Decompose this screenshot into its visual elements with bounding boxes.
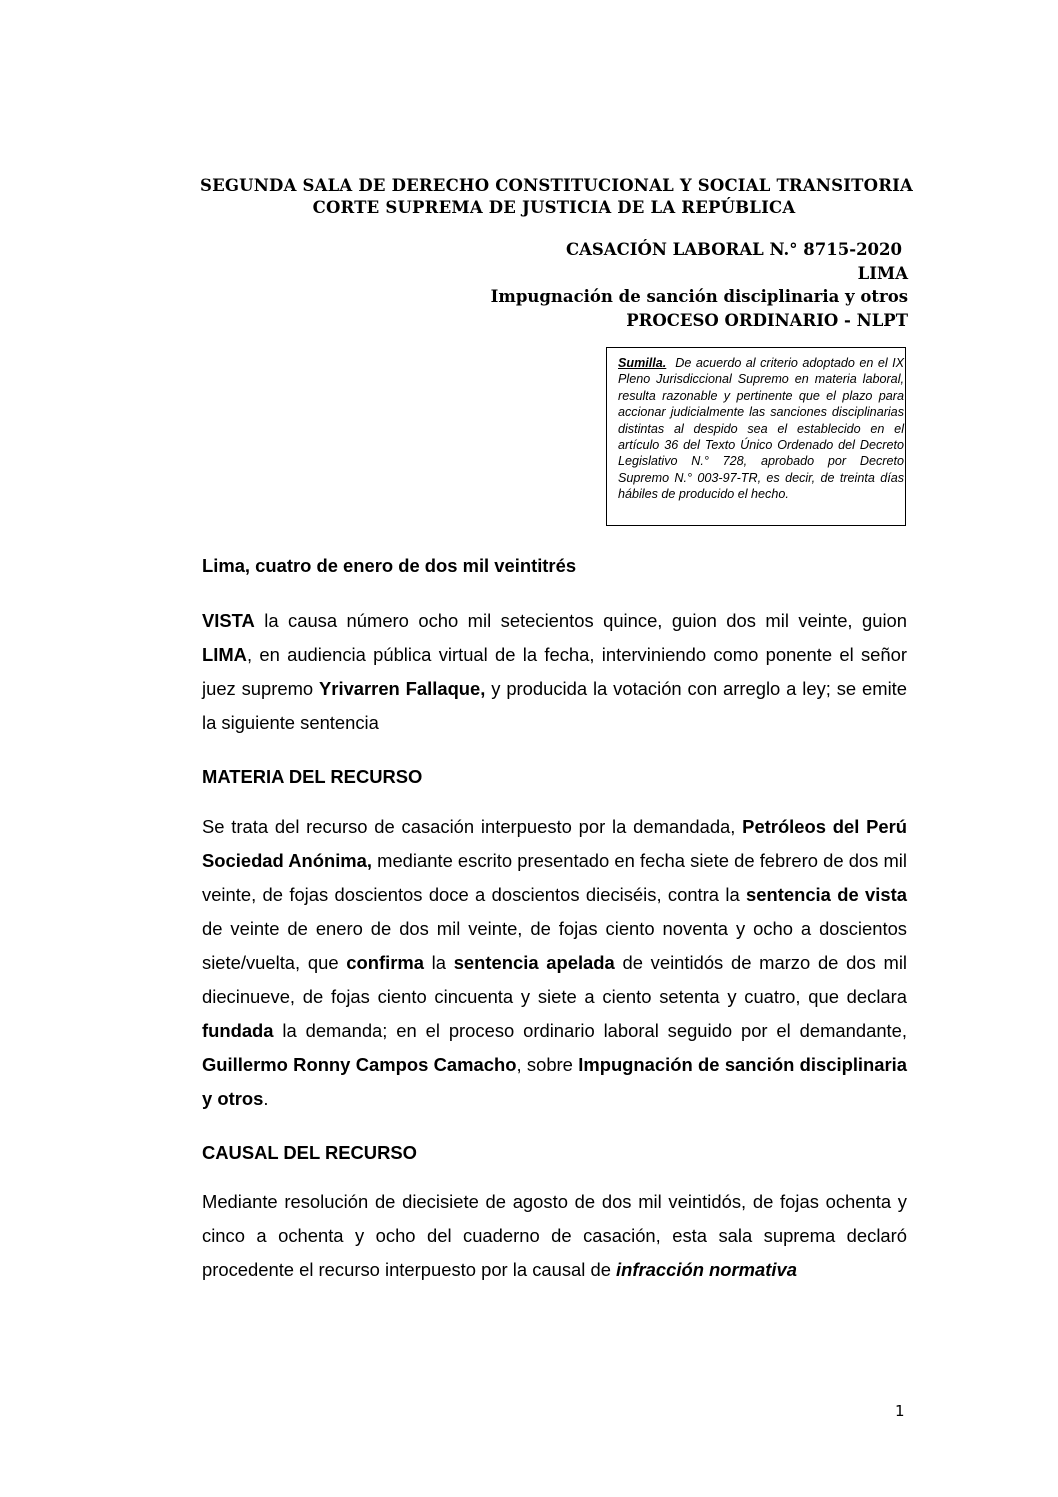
vista-paragraph: VISTA la causa número ocho mil setecientos quince, guion dos mil veinte, guion LIMA, en audiencia pública virtual de la fecha, interviniendo como ponente el señor juez supremo Yrivarren Fallaque, y producida la votación con arreglo a ley; se emite la siguiente sentencia bbox=[202, 610, 908, 733]
date-line: Lima, cuatro de enero de dos mil veintitrés bbox=[202, 555, 577, 576]
case-location: LIMA bbox=[857, 263, 908, 283]
materia-heading: MATERIA DEL RECURSO bbox=[202, 766, 423, 787]
vista-keyword: VISTA bbox=[202, 610, 255, 631]
causal-infraction: infracción normativa bbox=[616, 1259, 797, 1280]
court-header-line-2: CORTE SUPREMA DE JUSTICIA DE LA REPÚBLICA bbox=[312, 198, 796, 217]
court-header bbox=[200, 175, 914, 219]
vista-city: LIMA bbox=[202, 644, 247, 665]
materia-defendant: Petróleos del Perú Sociedad Anónima, bbox=[202, 816, 908, 871]
sumilla-box bbox=[606, 347, 906, 526]
case-number: CASACIÓN LABORAL N.° 8715-2020 bbox=[565, 240, 902, 259]
sumilla-label: Sumilla. bbox=[618, 356, 667, 370]
materia-plaintiff: Guillermo Ronny Campos Camacho bbox=[202, 1054, 517, 1075]
materia-paragraph: Se trata del recurso de casación interpuesto por la demandada, Petróleos del Perú Sociedad Anónima, mediante escrito presentado en fecha siete de febrero de dos mil veinte, de fojas doscientos doce a doscientos dieciséis, contra la sentencia de vista de veinte de enero de dos mil veinte, de fojas ciento noventa y ocho a doscientos siete/vuelta, que confirma la sentencia apelada de veintidós de marzo de dos mil diecinueve, de fojas ciento cincuenta y siete a ciento setenta y cuatro, que declara fundada la demanda; en el proceso ordinario laboral seguido por el demandante, Guillermo Ronny Campos Camacho, sobre Impugnación de sanción disciplinaria y otros. bbox=[202, 816, 908, 1109]
sumilla-text: De acuerdo al criterio adoptado en el IX Pleno Jurisdiccional Supremo en materia laboral, resulta razonable y pertinente que el plazo para accionar judicialmente las sanciones disciplinarias distintas al despido sea el establecido en el artículo 36 del Texto Único Ordenado del Decreto Legislativo N.° 728, aprobado por Decreto Supremo N.° 003-97-TR, es decir, de treinta días hábiles de producido el hecho. bbox=[618, 356, 904, 502]
page-number: 1 bbox=[895, 1402, 905, 1420]
case-process: PROCESO ORDINARIO - NLPT bbox=[626, 310, 908, 330]
case-info bbox=[491, 238, 908, 332]
court-header-line-1: SEGUNDA SALA DE DERECHO CONSTITUCIONAL Y SOCIAL TRANSITORIA bbox=[200, 176, 914, 195]
causal-paragraph: Mediante resolución de diecisiete de agosto de dos mil veintidós, de fojas ochenta y cinco a ochenta y ocho del cuaderno de casación, esta sala suprema declaró procedente el recurso interpuesto por la causal de infracción normativa bbox=[202, 1191, 907, 1280]
case-subject: Impugnación de sanción disciplinaria y otros bbox=[490, 287, 908, 306]
vista-judge: Yrivarren Fallaque, bbox=[319, 678, 486, 699]
causal-heading: CAUSAL DEL RECURSO bbox=[202, 1142, 417, 1163]
